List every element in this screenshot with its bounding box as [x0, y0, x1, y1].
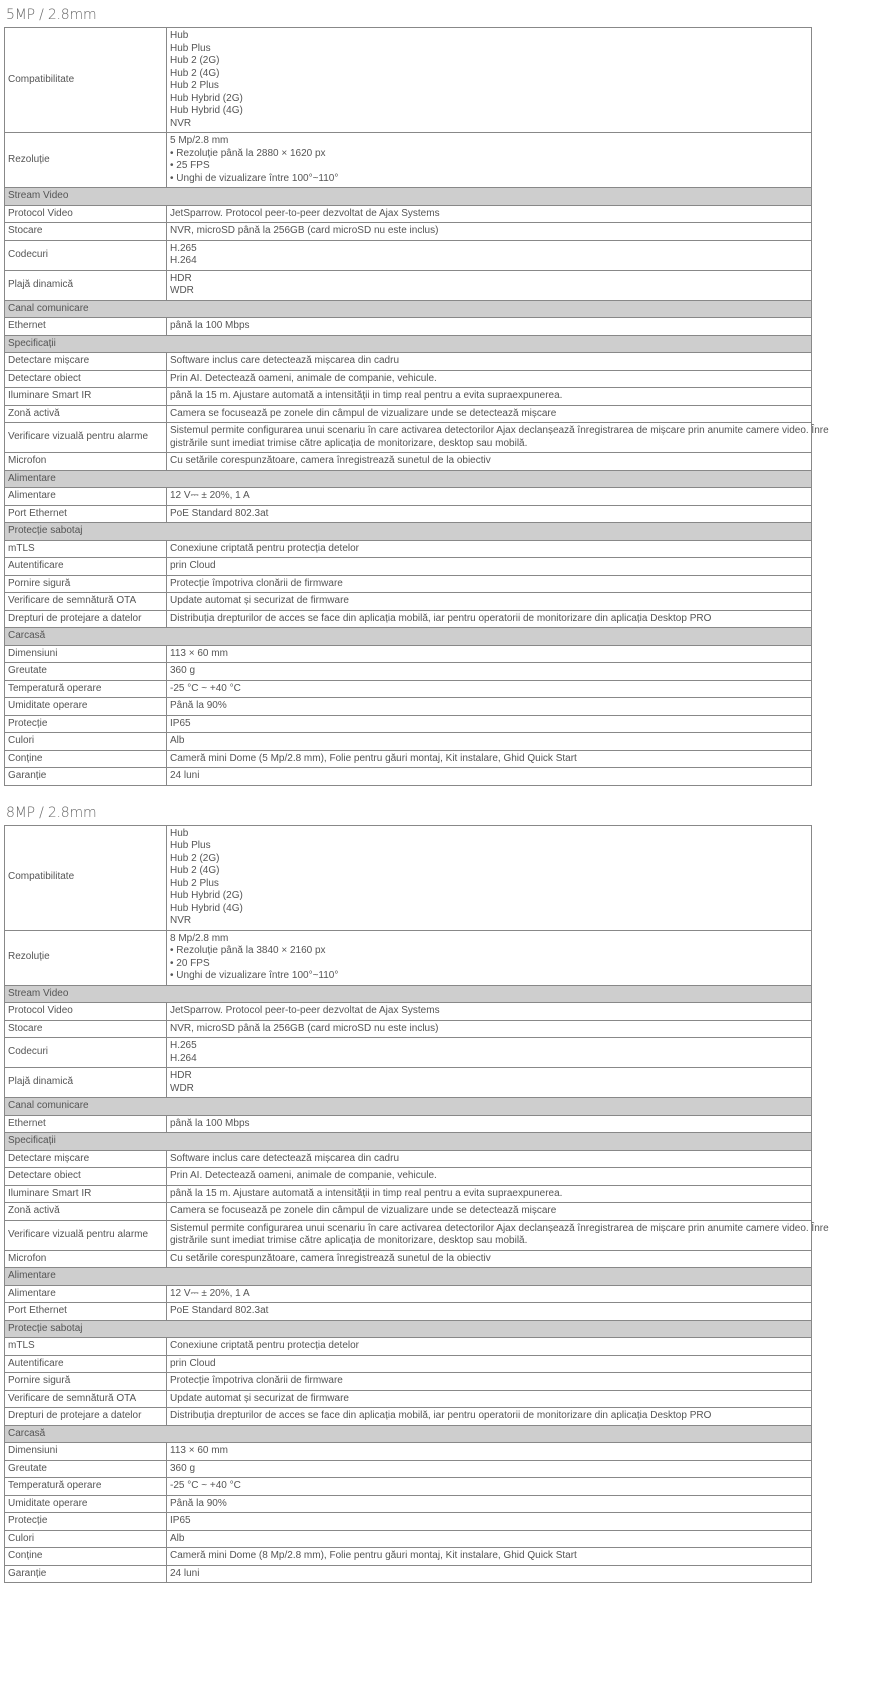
spec-value-line: Camera se focusează pe zonele din câmpul de vizualizare unde se detectează mișcare [170, 1205, 557, 1216]
spec-value-line: 360 g [170, 1462, 196, 1474]
spec-label: Compatibilitate [5, 28, 167, 133]
spec-value [167, 1338, 812, 1356]
spec-value-line: Distribuția drepturilor de acces se face din aplicația mobilă, iar pentru operatorii de monitorizare din aplicația Desktop PRO [170, 1410, 712, 1421]
spec-value-line: Conexiune criptată pentru protecția detelor [170, 1340, 360, 1351]
spec-value [167, 698, 812, 716]
table-row [5, 388, 812, 406]
spec-value [167, 930, 812, 985]
spec-value [167, 353, 812, 371]
group-header-row [5, 1320, 812, 1338]
table-row [5, 488, 812, 506]
spec-value-line: 113 × 60 mm [170, 647, 228, 659]
table-row [5, 1390, 812, 1408]
spec-value [167, 1203, 812, 1221]
table-row [5, 1250, 812, 1268]
table-row [5, 270, 812, 300]
table-row [5, 1220, 812, 1250]
table-row [5, 575, 812, 593]
spec-value [167, 1530, 812, 1548]
spec-value-line: NVR [170, 915, 192, 926]
spec-value-line: • Unghi de vizualizare între 100°~110° [170, 970, 339, 981]
spec-value-line: Distribuția drepturilor de acces se face din aplicația mobilă, iar pentru operatorii de monitorizare din aplicația Desktop PRO [170, 612, 712, 624]
spec-value-line: Cameră mini Dome (8 Mp/2.8 mm), Folie pentru găuri montaj, Kit instalare, Ghid Quick Start [170, 1550, 577, 1561]
group-header-row [5, 1268, 812, 1286]
group-header-row [5, 188, 812, 206]
spec-value-line: gistrările sunt imediat trimise către aplicația de monitorizare, desktop sau mobilă. [170, 437, 528, 449]
spec-value-line: 24 luni [170, 770, 200, 781]
spec-value-line: până la 15 m. Ajustare automată a intensității in timp real pentru a evita supraexpunerea. [170, 1187, 563, 1199]
spec-value-line: Hub Plus [170, 42, 211, 54]
spec-value [167, 318, 812, 336]
spec-label: Temperatură operare [5, 1478, 167, 1496]
spec-value [167, 1115, 812, 1133]
spec-value [167, 1460, 812, 1478]
spec-value-line: Hub Hybrid (2G) [170, 92, 243, 104]
spec-value-line: Prin AI. Detectează oameni, animale de companie, vehicule. [170, 372, 437, 384]
section-spacer [0, 786, 883, 798]
spec-label: Umiditate operare [5, 698, 167, 716]
spec-label: Pornire sigură [5, 575, 167, 593]
table-row [5, 1530, 812, 1548]
spec-value [167, 1150, 812, 1168]
table-row [5, 715, 812, 733]
table-row [5, 1003, 812, 1021]
group-header: Specificații [5, 335, 812, 353]
spec-value-line: Hub Hybrid (2G) [170, 890, 243, 901]
spec-value [167, 388, 812, 406]
spec-label: mTLS [5, 1338, 167, 1356]
spec-value [167, 1390, 812, 1408]
spec-value-line: Alb [170, 735, 185, 746]
spec-value-line: Cu setările corespunzătoare, camera înregistrează sunetul de la obiectiv [170, 455, 491, 466]
spec-value-line: Hub Hybrid (4G) [170, 105, 243, 116]
spec-label: Iluminare Smart IR [5, 1185, 167, 1203]
spec-value [167, 370, 812, 388]
table-row [5, 645, 812, 663]
spec-value [167, 1250, 812, 1268]
spec-label: Protecție [5, 715, 167, 733]
group-header: Alimentare [5, 1268, 812, 1286]
spec-label: Greutate [5, 1460, 167, 1478]
spec-value-line: Software inclus care detectează mișcarea din cadru [170, 355, 400, 366]
spec-value [167, 645, 812, 663]
table-row [5, 453, 812, 471]
spec-label: Protocol Video [5, 205, 167, 223]
spec-page [0, 6, 883, 1583]
table-row [5, 133, 812, 188]
spec-value-line: Camera se focusează pe zonele din câmpul de vizualizare unde se detectează mișcare [170, 407, 557, 419]
table-row [5, 1338, 812, 1356]
spec-value [167, 715, 812, 733]
spec-value-line: Sistemul permite configurarea unui scenariu în care activarea detectorilor Ajax declanșează înregistrarea de mișcare prin anumite camere video. Înre [170, 1222, 829, 1234]
spec-value-line: HDR [170, 1070, 192, 1081]
spec-value [167, 240, 812, 270]
spec-label: mTLS [5, 540, 167, 558]
spec-value-line: Update automat și securizat de firmware [170, 595, 349, 606]
spec-label: Port Ethernet [5, 1303, 167, 1321]
spec-value-line: 12 V⎓ ± 20%, 1 A [170, 490, 250, 501]
spec-label: Protocol Video [5, 1003, 167, 1021]
spec-label: Greutate [5, 663, 167, 681]
spec-value [167, 825, 812, 930]
spec-value-line: Protecție împotriva clonării de firmware [170, 1375, 343, 1386]
spec-label: Detectare mișcare [5, 353, 167, 371]
spec-value [167, 205, 812, 223]
table-row [5, 1408, 812, 1426]
spec-value-line: JetSparrow. Protocol peer-to-peer dezvoltat de Ajax Systems [170, 1005, 440, 1016]
spec-value-line: Hub 2 (2G) [170, 852, 220, 864]
table-row [5, 698, 812, 716]
group-header: Stream Video [5, 188, 812, 206]
spec-value-line: PoE Standard 802.3at [170, 507, 269, 519]
table-row [5, 223, 812, 241]
spec-label: Drepturi de protejare a datelor [5, 1408, 167, 1426]
table-row [5, 1548, 812, 1566]
table-row [5, 1303, 812, 1321]
table-row [5, 1038, 812, 1068]
spec-value-line: IP65 [170, 1515, 191, 1526]
spec-value [167, 1408, 812, 1426]
spec-value-line: • Rezoluție până la 2880 × 1620 px [170, 147, 326, 159]
spec-value-line: JetSparrow. Protocol peer-to-peer dezvoltat de Ajax Systems [170, 207, 440, 219]
spec-table [4, 825, 829, 1584]
spec-label: Culori [5, 1530, 167, 1548]
group-header-row [5, 1098, 812, 1116]
spec-label: Protecție [5, 1513, 167, 1531]
group-header: Carcasă [5, 1425, 812, 1443]
spec-label: Ethernet [5, 318, 167, 336]
spec-label: Codecuri [5, 1038, 167, 1068]
spec-value-line: Până la 90% [170, 700, 227, 711]
spec-value-line: Hub 2 (4G) [170, 67, 220, 79]
spec-value-line: Hub Hybrid (4G) [170, 902, 243, 914]
table-row [5, 205, 812, 223]
spec-value-line: Hub 2 (2G) [170, 55, 220, 66]
spec-value-line: 5 Mp/2.8 mm [170, 135, 229, 146]
spec-value [167, 270, 812, 300]
section-title: 8MP / 2.8mm [6, 804, 97, 821]
table-row [5, 930, 812, 985]
table-row [5, 1020, 812, 1038]
spec-value-line: H.265 [170, 1040, 197, 1051]
table-row [5, 663, 812, 681]
table-row [5, 1355, 812, 1373]
spec-value [167, 593, 812, 611]
spec-value-line: Cameră mini Dome (5 Mp/2.8 mm), Folie pentru găuri montaj, Kit instalare, Ghid Quick Start [170, 752, 577, 764]
table-row [5, 505, 812, 523]
spec-value-line: • Rezoluție până la 3840 × 2160 px [170, 945, 326, 956]
spec-value [167, 1303, 812, 1321]
spec-label: Rezoluție [5, 930, 167, 985]
spec-label: Detectare obiect [5, 370, 167, 388]
spec-label: Plajă dinamică [5, 1068, 167, 1098]
table-row [5, 1185, 812, 1203]
spec-value [167, 558, 812, 576]
spec-label: Conține [5, 750, 167, 768]
spec-value [167, 768, 812, 786]
spec-value-line: WDR [170, 1082, 194, 1094]
spec-value-line: H.265 [170, 242, 197, 254]
table-row [5, 318, 812, 336]
spec-value-line: NVR, microSD până la 256GB (card microSD nu este inclus) [170, 225, 439, 236]
table-row [5, 1373, 812, 1391]
spec-label: Autentificare [5, 1355, 167, 1373]
spec-value-line: H.264 [170, 1052, 197, 1064]
spec-label: Plajă dinamică [5, 270, 167, 300]
spec-value [167, 680, 812, 698]
group-header: Protecție sabotaj [5, 1320, 812, 1338]
spec-label: Garanție [5, 1565, 167, 1583]
spec-value-line: Hub 2 Plus [170, 80, 219, 91]
spec-label: Iluminare Smart IR [5, 388, 167, 406]
spec-value-line: Hub [170, 827, 189, 839]
spec-value-line: WDR [170, 285, 194, 296]
spec-value [167, 1038, 812, 1068]
group-header: Carcasă [5, 628, 812, 646]
spec-value-line: prin Cloud [170, 560, 216, 571]
spec-value [167, 1548, 812, 1566]
spec-value-line: Alb [170, 1532, 185, 1544]
spec-value-line: • Unghi de vizualizare între 100°~110° [170, 172, 339, 184]
spec-value-line: Hub 2 Plus [170, 877, 219, 889]
group-header-row [5, 628, 812, 646]
spec-label: Drepturi de protejare a datelor [5, 610, 167, 628]
group-header: Specificații [5, 1133, 812, 1151]
spec-value [167, 610, 812, 628]
spec-label: Microfon [5, 453, 167, 471]
spec-value [167, 750, 812, 768]
spec-label: Stocare [5, 223, 167, 241]
spec-label: Microfon [5, 1250, 167, 1268]
spec-value-line: Hub Plus [170, 840, 211, 851]
spec-value-line: HDR [170, 272, 192, 284]
spec-value [167, 405, 812, 423]
table-row [5, 733, 812, 751]
table-row [5, 825, 812, 930]
spec-value [167, 1285, 812, 1303]
spec-table [4, 27, 829, 786]
spec-value-line: -25 °C ~ +40 °C [170, 1480, 241, 1491]
spec-value [167, 1495, 812, 1513]
spec-value-line: -25 °C ~ +40 °C [170, 682, 241, 694]
spec-value [167, 575, 812, 593]
spec-value-line: Cu setările corespunzătoare, camera înregistrează sunetul de la obiectiv [170, 1252, 491, 1264]
spec-label: Detectare mișcare [5, 1150, 167, 1168]
spec-value-line: Până la 90% [170, 1497, 227, 1509]
spec-value [167, 423, 829, 453]
group-header-row [5, 300, 812, 318]
spec-label: Ethernet [5, 1115, 167, 1133]
table-row [5, 1443, 812, 1461]
spec-label: Alimentare [5, 488, 167, 506]
table-row [5, 750, 812, 768]
spec-label: Umiditate operare [5, 1495, 167, 1513]
spec-label: Stocare [5, 1020, 167, 1038]
table-row [5, 1150, 812, 1168]
spec-value-line: 113 × 60 mm [170, 1445, 228, 1456]
table-row [5, 1460, 812, 1478]
spec-value [167, 1003, 812, 1021]
spec-value [167, 488, 812, 506]
spec-value [167, 1373, 812, 1391]
table-row [5, 370, 812, 388]
spec-value [167, 223, 812, 241]
table-row [5, 28, 812, 133]
spec-value-line: Hub [170, 30, 189, 41]
spec-label: Zonă activă [5, 405, 167, 423]
spec-label: Compatibilitate [5, 825, 167, 930]
spec-value [167, 1478, 812, 1496]
spec-value-line: • 25 FPS [170, 160, 210, 171]
spec-value-line: PoE Standard 802.3at [170, 1305, 269, 1316]
spec-label: Dimensiuni [5, 645, 167, 663]
table-row [5, 768, 812, 786]
spec-value-line: Sistemul permite configurarea unui scenariu în care activarea detectorilor Ajax declanșează înregistrarea de mișcare prin anumite camere video. Înre [170, 425, 829, 436]
spec-value-line: NVR, microSD până la 256GB (card microSD nu este inclus) [170, 1022, 439, 1034]
table-row [5, 405, 812, 423]
table-row [5, 610, 812, 628]
table-row [5, 1495, 812, 1513]
table-row [5, 1115, 812, 1133]
spec-label: Verificare vizuală pentru alarme [5, 1220, 167, 1250]
spec-value [167, 663, 812, 681]
spec-label: Conține [5, 1548, 167, 1566]
spec-value [167, 1020, 812, 1038]
spec-value-line: prin Cloud [170, 1357, 216, 1369]
spec-label: Pornire sigură [5, 1373, 167, 1391]
table-row [5, 1565, 812, 1583]
table-row [5, 680, 812, 698]
spec-value-line: 360 g [170, 665, 196, 676]
spec-value [167, 1168, 812, 1186]
spec-label: Codecuri [5, 240, 167, 270]
spec-value [167, 1513, 812, 1531]
spec-value-line: H.264 [170, 255, 197, 266]
spec-value [167, 1220, 829, 1250]
spec-value [167, 733, 812, 751]
spec-label: Zonă activă [5, 1203, 167, 1221]
spec-value [167, 1068, 812, 1098]
spec-label: Temperatură operare [5, 680, 167, 698]
spec-value-line: Protecție împotriva clonării de firmware [170, 577, 343, 589]
spec-value [167, 1185, 812, 1203]
table-row [5, 1168, 812, 1186]
spec-value-line: până la 100 Mbps [170, 1117, 250, 1129]
table-row [5, 558, 812, 576]
spec-value-line: Update automat și securizat de firmware [170, 1392, 349, 1404]
table-row [5, 423, 812, 453]
spec-value-line: până la 100 Mbps [170, 320, 250, 331]
spec-value [167, 1355, 812, 1373]
section-title: 5MP / 2.8mm [6, 7, 97, 23]
spec-label: Detectare obiect [5, 1168, 167, 1186]
spec-value [167, 1443, 812, 1461]
table-row [5, 1285, 812, 1303]
spec-value [167, 505, 812, 523]
spec-label: Verificare de semnătură OTA [5, 593, 167, 611]
table-row [5, 540, 812, 558]
spec-value [167, 28, 812, 133]
group-header: Stream Video [5, 985, 812, 1003]
spec-value-line: gistrările sunt imediat trimise către aplicația de monitorizare, desktop sau mobilă. [170, 1235, 528, 1246]
spec-label: Rezoluție [5, 133, 167, 188]
group-header-row [5, 1133, 812, 1151]
spec-value-line: IP65 [170, 717, 191, 729]
spec-value [167, 453, 812, 471]
spec-value-line: 24 luni [170, 1567, 200, 1579]
spec-label: Verificare de semnătură OTA [5, 1390, 167, 1408]
spec-label: Port Ethernet [5, 505, 167, 523]
spec-label: Garanție [5, 768, 167, 786]
spec-value-line: 8 Mp/2.8 mm [170, 932, 229, 944]
group-header-row [5, 470, 812, 488]
spec-value-line: 12 V⎓ ± 20%, 1 A [170, 1287, 250, 1299]
group-header-row [5, 335, 812, 353]
spec-value-line: NVR [170, 117, 192, 129]
table-row [5, 1068, 812, 1098]
spec-label: Autentificare [5, 558, 167, 576]
group-header-row [5, 985, 812, 1003]
table-row [5, 240, 812, 270]
spec-value [167, 540, 812, 558]
group-header-row [5, 523, 812, 541]
group-header: Alimentare [5, 470, 812, 488]
spec-value-line: Hub 2 (4G) [170, 865, 220, 876]
group-header: Canal comunicare [5, 300, 812, 318]
spec-value-line: Conexiune criptată pentru protecția detelor [170, 542, 360, 554]
spec-value-line: • 20 FPS [170, 957, 210, 969]
spec-value [167, 133, 812, 188]
spec-value-line: până la 15 m. Ajustare automată a intensității in timp real pentru a evita supraexpunerea. [170, 390, 563, 401]
table-row [5, 593, 812, 611]
spec-label: Verificare vizuală pentru alarme [5, 423, 167, 453]
group-header-row [5, 1425, 812, 1443]
group-header: Canal comunicare [5, 1098, 812, 1116]
group-header: Protecție sabotaj [5, 523, 812, 541]
table-row [5, 1478, 812, 1496]
table-row [5, 1513, 812, 1531]
spec-value-line: Prin AI. Detectează oameni, animale de companie, vehicule. [170, 1170, 437, 1181]
table-row [5, 1203, 812, 1221]
spec-label: Culori [5, 733, 167, 751]
spec-value-line: Software inclus care detectează mișcarea din cadru [170, 1152, 400, 1164]
spec-label: Alimentare [5, 1285, 167, 1303]
spec-label: Dimensiuni [5, 1443, 167, 1461]
spec-value [167, 1565, 812, 1583]
table-row [5, 353, 812, 371]
